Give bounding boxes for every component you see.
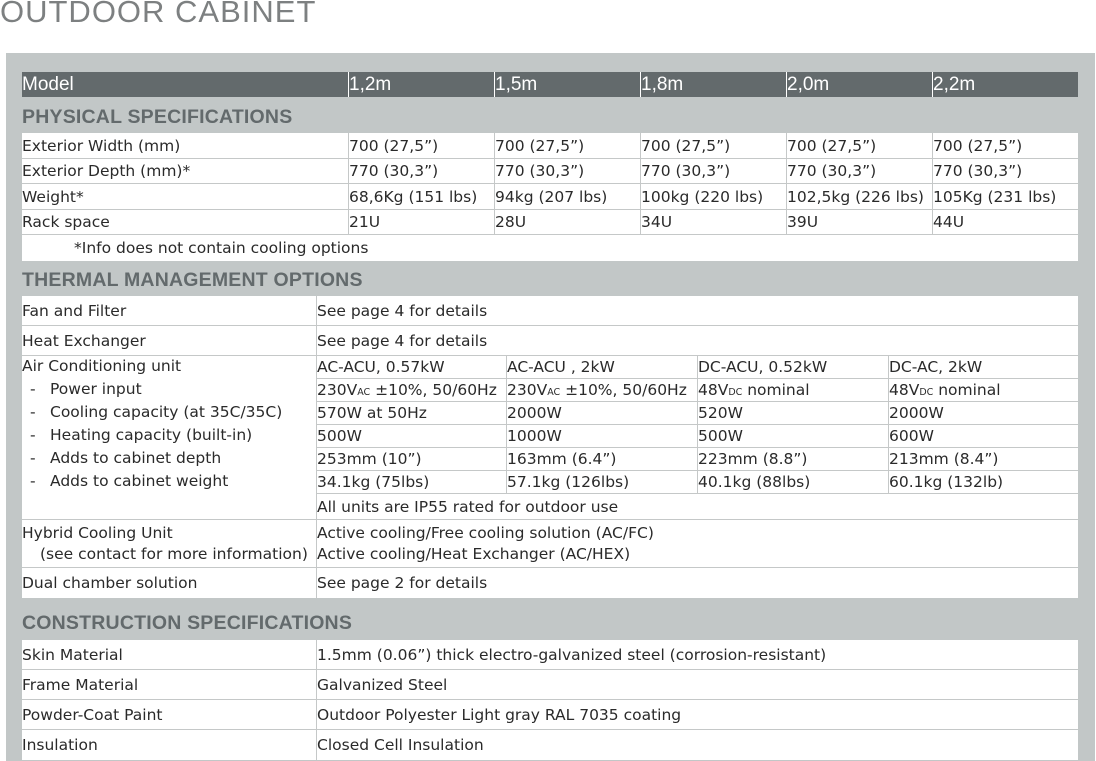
cell-value: 700 (27,5”) xyxy=(932,133,1022,158)
model-1-5m: 1,5m xyxy=(494,72,640,97)
cell-value: 770 (30,3”) xyxy=(786,159,876,183)
cell-value: 39U xyxy=(786,210,818,234)
model-2-0m: 2,0m xyxy=(786,72,932,97)
cell-value: 102,5kg (226 lbs) xyxy=(786,184,924,209)
cell-value: AC-ACU, 0.57kW xyxy=(316,356,506,378)
table-row xyxy=(22,133,1078,159)
cell-value: 600W xyxy=(888,425,1078,447)
cell-value: 48V $_{DC}$ nominal xyxy=(697,379,888,401)
air-conditioning-label: Air Conditioning unit xyxy=(22,357,182,375)
construction-specs-title: CONSTRUCTION SPECIFICATIONS xyxy=(22,611,353,634)
cell-value: 223mm (8.8”) xyxy=(697,448,888,470)
table-row xyxy=(22,670,1078,700)
row-label: Exterior Width (mm) xyxy=(22,136,181,155)
table-row xyxy=(22,700,1078,730)
row-label: Insulation xyxy=(22,736,98,754)
model-header-row xyxy=(22,72,1078,97)
thermal-options-table xyxy=(22,296,1078,598)
row-label: Powder-Coat Paint xyxy=(22,705,163,724)
cell-value: 105Kg (231 lbs) xyxy=(932,184,1056,209)
table-row xyxy=(316,425,1078,448)
cell-value: 230V $_{AC}$ ±10%, 50/60Hz xyxy=(506,379,697,401)
physical-specs-table xyxy=(22,133,1078,261)
construction-specs-table xyxy=(22,640,1078,761)
cell-value: 700 (27,5”) xyxy=(786,133,876,158)
table-row xyxy=(22,326,1078,356)
cell-value: 770 (30,3”) xyxy=(932,159,1022,183)
cell-value: 28U xyxy=(494,210,526,234)
table-row xyxy=(22,568,1078,598)
cell-value: 230V $_{AC}$ ±10%, 50/60Hz xyxy=(316,379,506,401)
row-label: Skin Material xyxy=(22,645,123,664)
cell-value: 770 (30,3”) xyxy=(640,159,730,183)
cell-value: 163mm (6.4”) xyxy=(506,448,697,470)
row-label: Dual chamber solution xyxy=(22,574,198,592)
cell-value: 34U xyxy=(640,210,672,234)
thermal-options-title: THERMAL MANAGEMENT OPTIONS xyxy=(22,268,363,291)
sub-label-cabinet-depth: - Adds to cabinet depth xyxy=(30,449,222,467)
cell-value: 500W xyxy=(697,425,888,447)
cell-value: 770 (30,3”) xyxy=(348,159,438,183)
cell-value: Closed Cell Insulation xyxy=(316,730,484,760)
cell-value: 100kg (220 lbs) xyxy=(640,184,763,209)
sub-label-power-input: - Power input xyxy=(30,380,142,398)
air-conditioning-note: All units are IP55 rated for outdoor use xyxy=(316,494,618,519)
cell-value: See page 2 for details xyxy=(316,568,487,598)
table-row xyxy=(22,296,1078,326)
cell-value: DC-ACU, 0.52kW xyxy=(697,356,888,378)
model-1-8m: 1,8m xyxy=(640,72,786,97)
model-1-2m: 1,2m xyxy=(348,72,494,97)
cell-value: 253mm (10”) xyxy=(316,448,506,470)
row-label: Frame Material xyxy=(22,675,139,694)
cell-value: DC-AC, 2kW xyxy=(888,356,1078,378)
cell-value: 44U xyxy=(932,210,964,234)
page-title: OUTDOOR CABINET xyxy=(0,0,317,29)
table-row-note xyxy=(22,235,1078,261)
row-label: Weight* xyxy=(22,187,84,206)
cell-value: 1000W xyxy=(506,425,697,447)
physical-specs-title: PHYSICAL SPECIFICATIONS xyxy=(22,105,293,128)
hybrid-sub-label: (see contact for more information) xyxy=(40,544,308,563)
cell-value: 500W xyxy=(316,425,506,447)
table-row xyxy=(22,184,1078,210)
cell-value: 40.1kg (88lbs) xyxy=(697,471,888,493)
table-row xyxy=(316,402,1078,425)
cell-value: AC-ACU , 2kW xyxy=(506,356,697,378)
table-row xyxy=(22,730,1078,760)
sub-label-heating-capacity: - Heating capacity (built-in) xyxy=(30,426,253,444)
cell-value: 60.1kg (132lb) xyxy=(888,471,1078,493)
row-label: Exterior Depth (mm)* xyxy=(22,162,191,180)
table-row xyxy=(22,640,1078,670)
cell-value: 34.1kg (75lbs) xyxy=(316,471,506,493)
cell-value: 700 (27,5”) xyxy=(640,133,730,158)
cell-value: 770 (30,3”) xyxy=(494,159,584,183)
row-label xyxy=(22,520,316,567)
cell-value: 700 (27,5”) xyxy=(348,133,438,158)
cell-value: Outdoor Polyester Light gray RAL 7035 coating xyxy=(316,700,681,729)
physical-note: *Info does not contain cooling options xyxy=(74,239,369,257)
table-row xyxy=(316,448,1078,471)
cell-value: 94kg (207 lbs) xyxy=(494,184,607,209)
cell-value: Galvanized Steel xyxy=(316,670,447,699)
table-row-note xyxy=(22,494,1078,520)
cell-value: See page 4 for details xyxy=(316,296,487,325)
cell-value: 213mm (8.4”) xyxy=(888,448,1078,470)
cell-value: 2000W xyxy=(888,402,1078,424)
cell-value: 21U xyxy=(348,210,380,234)
cell-value: 48V $_{DC}$ nominal xyxy=(888,379,1078,401)
cell-value: 57.1kg (126lbs) xyxy=(506,471,697,493)
sub-label-cabinet-weight: - Adds to cabinet weight xyxy=(30,472,229,490)
table-row xyxy=(22,520,1078,568)
model-2-2m: 2,2m xyxy=(932,72,1078,97)
row-label: Fan and Filter xyxy=(22,301,127,320)
hybrid-label: Hybrid Cooling Unit xyxy=(22,523,173,542)
cell-value: 1.5mm (0.06”) thick electro-galvanized steel (corrosion-resistant) xyxy=(316,640,826,669)
table-row xyxy=(22,210,1078,235)
table-row xyxy=(316,471,1078,494)
table-row xyxy=(22,159,1078,184)
cell-value: 570W at 50Hz xyxy=(316,402,506,424)
hybrid-value-2: Active cooling/Heat Exchanger (AC/HEX) xyxy=(317,544,631,563)
table-row xyxy=(316,356,1078,379)
cell-value xyxy=(316,520,654,567)
cell-value: 520W xyxy=(697,402,888,424)
cell-value: 2000W xyxy=(506,402,697,424)
row-label: Rack space xyxy=(22,213,110,231)
sub-label-cooling-capacity: - Cooling capacity (at 35C/35C) xyxy=(30,403,283,421)
model-label: Model xyxy=(22,73,74,95)
row-label: Heat Exchanger xyxy=(22,331,146,350)
cell-value: 68,6Kg (151 lbs) xyxy=(348,184,477,209)
hybrid-value-1: Active cooling/Free cooling solution (AC/FC) xyxy=(317,523,654,542)
table-row xyxy=(316,379,1078,402)
cell-value: 700 (27,5”) xyxy=(494,133,584,158)
cell-value: See page 4 for details xyxy=(316,326,487,355)
